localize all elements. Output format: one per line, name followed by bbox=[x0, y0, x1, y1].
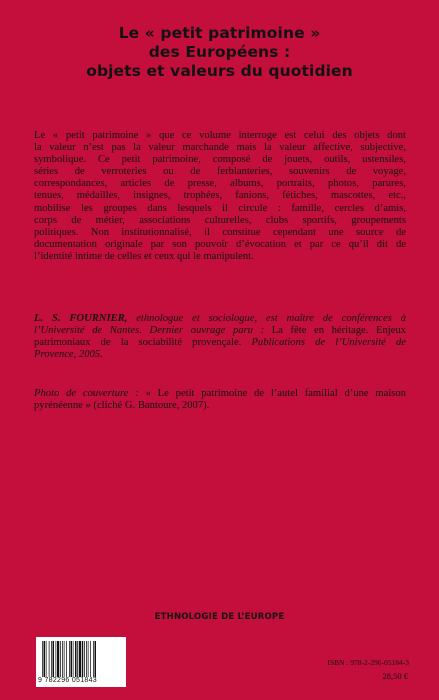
barcode-bar bbox=[77, 641, 78, 677]
barcode-bar bbox=[64, 641, 65, 677]
barcode-bar bbox=[49, 641, 50, 677]
barcode-bar bbox=[66, 641, 67, 677]
barcode-bar bbox=[60, 641, 61, 677]
barcode-bar bbox=[84, 641, 85, 677]
photo-credit-line: pyrénéenne » (cliché G. Bantoure, 2007). bbox=[34, 400, 210, 412]
barcode-digits: 9 782296 051843 bbox=[38, 677, 97, 684]
barcode-bar bbox=[73, 641, 74, 677]
photo-credit-line bbox=[34, 388, 406, 400]
barcode-bar bbox=[44, 641, 46, 677]
barcode-bar bbox=[79, 641, 81, 677]
last-book-title: La fête en héritage. Enjeux bbox=[271, 325, 406, 337]
barcode-bar bbox=[46, 641, 47, 677]
summary-line: mobilise les groupes dans lesquels il circule : famille, cercles d’amis, bbox=[34, 202, 406, 214]
book-title bbox=[0, 24, 439, 81]
summary-line: séries de verroteries ou de ferblanteries, souvenirs de voyage, bbox=[34, 166, 406, 178]
barcode bbox=[36, 637, 126, 687]
title-line-3: objets et valeurs du quotidien bbox=[86, 62, 353, 80]
summary-line: correspondances, articles de presse, albums, portraits, photos, parures, bbox=[34, 178, 406, 190]
barcode-bar bbox=[75, 641, 77, 677]
author-bio-line: Provence, 2005. bbox=[34, 349, 103, 361]
barcode-bar bbox=[42, 641, 43, 677]
summary-line: tenues, médailles, insignes, trophées, fanions, fétiches, mascottes, etc., bbox=[34, 190, 406, 202]
author-bio-line bbox=[34, 313, 406, 325]
summary-line: l’identité intime de celles et ceux qui le manipulent. bbox=[34, 250, 254, 262]
collection-name: ETHNOLOGIE DE L’EUROPE bbox=[154, 612, 285, 622]
publisher: Publications de l’Université de bbox=[251, 337, 406, 349]
author-bio bbox=[34, 313, 406, 361]
summary-paragraph bbox=[34, 130, 406, 263]
barcode-bar bbox=[88, 641, 89, 677]
title-line-1: Le « petit patrimoine » bbox=[118, 24, 321, 42]
summary-line: la valeur n’est pas la valeur marchande mais la valeur affective, subjective, bbox=[34, 142, 406, 154]
last-book-subtitle: patrimoniaux de la sociabilité provençale. bbox=[34, 337, 242, 349]
summary-line: Le « petit patrimoine » que ce volume interroge est celui des objets dont bbox=[34, 130, 406, 141]
barcode-bar bbox=[86, 641, 87, 677]
barcode-bar bbox=[82, 641, 84, 677]
author-affiliation: l’Université de Nantes. Dernier ouvrage paru : bbox=[34, 325, 265, 337]
barcode-bar bbox=[62, 641, 63, 677]
barcode-bar bbox=[93, 641, 94, 677]
summary-line: corps de métier, associations culturelles, clubs sportifs, groupements bbox=[34, 214, 406, 226]
price: 28,50 € bbox=[382, 671, 408, 681]
photo-credit bbox=[34, 388, 406, 412]
summary-line: symbolique. Ce petit patrimoine, composé de jouets, outils, ustensiles, bbox=[34, 154, 406, 166]
barcode-bar bbox=[95, 641, 97, 677]
author-bio-line bbox=[34, 325, 406, 337]
barcode-bar bbox=[56, 641, 57, 677]
barcode-bar bbox=[71, 641, 73, 677]
barcode-bar bbox=[90, 641, 91, 677]
title-line-2: des Européens : bbox=[148, 43, 291, 61]
author-bio-line bbox=[34, 337, 406, 349]
summary-line: documentation originale par son pouvoir d’évocation et par ce qu’il dit de bbox=[34, 238, 406, 250]
photo-credit-caption: « Le petit patrimoine de l’autel familial d’une maison bbox=[145, 388, 406, 399]
barcode-bars bbox=[42, 641, 120, 677]
barcode-bar bbox=[57, 641, 59, 677]
author-role: ethnologue et sociologue, est maître de conférences à bbox=[136, 313, 406, 324]
isbn: ISBN : 978-2-296-05184-3 bbox=[327, 658, 409, 667]
photo-credit-label: Photo de couverture : bbox=[34, 388, 139, 399]
author-name: L. S. FOURNIER, bbox=[34, 313, 128, 324]
summary-line: politiques. Non institutionnalisé, il constitue cependant une source de bbox=[34, 226, 406, 238]
barcode-bar bbox=[53, 641, 55, 677]
barcode-bar bbox=[51, 641, 52, 677]
barcode-bar bbox=[69, 641, 70, 677]
